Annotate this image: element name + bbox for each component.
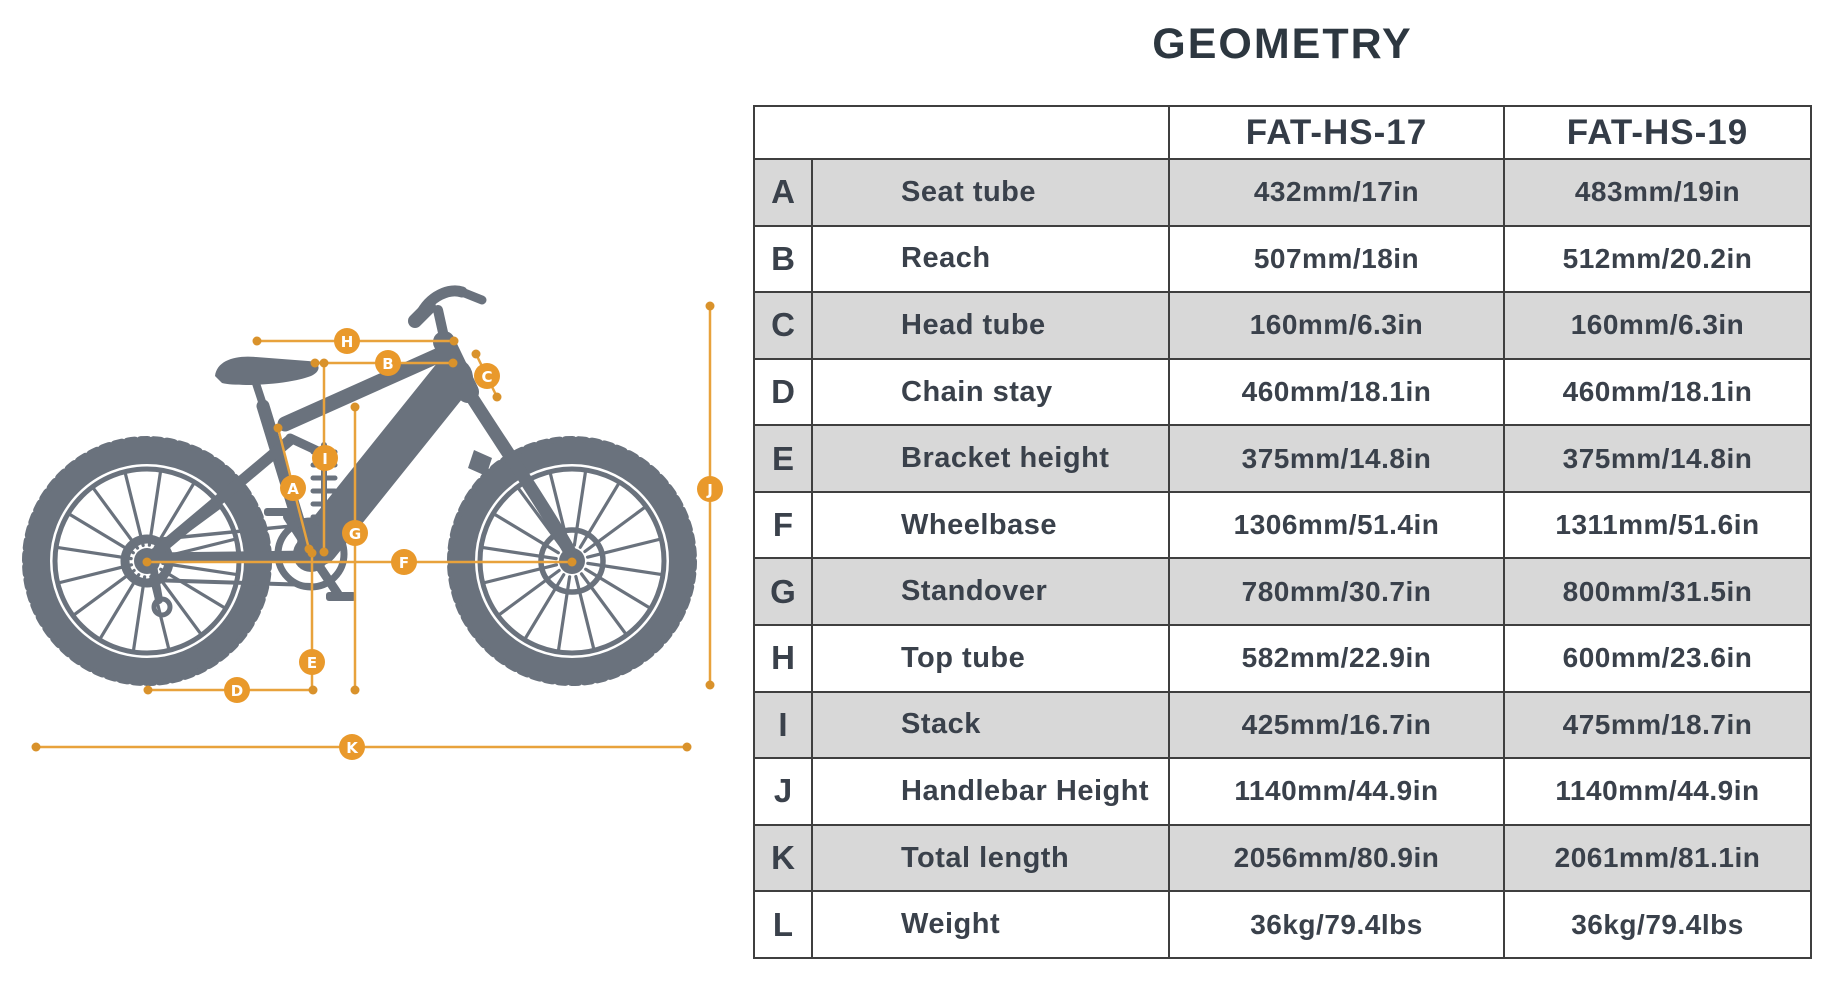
value-hs19: 160mm/6.3in (1570, 309, 1745, 341)
svg-text:C: C (481, 368, 493, 386)
value-hs17: 582mm/22.9in (1170, 626, 1505, 691)
row-label: Standover (813, 559, 1170, 624)
row-letter: A (755, 160, 813, 225)
row-label: Seat tube (813, 160, 1170, 225)
row-letter: L (755, 892, 813, 957)
measurement-J (697, 302, 723, 690)
value-hs17: 36kg/79.4lbs (1170, 892, 1505, 957)
svg-text:F: F (398, 554, 410, 572)
value-hs17: 780mm/30.7in (1170, 559, 1505, 624)
value-hs19: 1140mm/44.9in (1555, 775, 1760, 807)
table-row (755, 890, 1810, 957)
table-row (755, 824, 1810, 891)
table-row (755, 624, 1810, 691)
row-label: Total length (813, 826, 1170, 891)
svg-text:H: H (340, 333, 354, 351)
table-row (755, 757, 1810, 824)
bike-silhouette (27, 291, 692, 681)
measurement-H (253, 328, 459, 354)
row-label: Stack (813, 693, 1170, 758)
row-letter: F (755, 493, 813, 558)
header-spacer (755, 107, 1170, 158)
frame (150, 291, 570, 615)
measurement-annotations (32, 302, 724, 761)
value-hs17: 160mm/6.3in (1170, 293, 1505, 358)
value-hs17: 425mm/16.7in (1170, 693, 1505, 758)
row-label: Bracket height (813, 426, 1170, 491)
value-hs17: 432mm/17in (1170, 160, 1505, 225)
svg-text:I: I (322, 450, 328, 468)
saddle (215, 357, 319, 385)
table-row (755, 291, 1810, 358)
value-hs19: 475mm/18.7in (1562, 708, 1753, 740)
row-label: Chain stay (813, 360, 1170, 425)
row-label: Handlebar Height (813, 759, 1170, 824)
value-hs19: 460mm/18.1in (1562, 376, 1753, 408)
value-hs19: 36kg/79.4lbs (1571, 908, 1744, 940)
column-header-hs19: FAT-HS-19 (1566, 112, 1749, 152)
row-label: Wheelbase (813, 493, 1170, 558)
svg-text:B: B (382, 355, 394, 373)
row-label: Reach (813, 227, 1170, 292)
value-hs17: 460mm/18.1in (1170, 360, 1505, 425)
value-hs17: 2056mm/80.9in (1170, 826, 1505, 891)
geometry-table (753, 105, 1812, 959)
value-hs19: 483mm/19in (1574, 176, 1741, 208)
svg-text:J: J (707, 481, 713, 499)
row-letter: B (755, 227, 813, 292)
page-title: GEOMETRY (1152, 20, 1413, 68)
measurement-K (32, 734, 692, 760)
value-hs17: 1140mm/44.9in (1170, 759, 1505, 824)
table-row (755, 158, 1810, 225)
table-header-row (755, 107, 1810, 158)
svg-text:G: G (348, 525, 362, 543)
bike-geometry-diagram (0, 0, 745, 1000)
table-row (755, 557, 1810, 624)
row-letter: J (755, 759, 813, 824)
row-label: Top tube (813, 626, 1170, 691)
table-row (755, 358, 1810, 425)
svg-text:E: E (306, 654, 318, 672)
svg-text:A: A (287, 480, 299, 498)
svg-text:D: D (230, 682, 244, 700)
table-row (755, 225, 1810, 292)
row-label: Head tube (813, 293, 1170, 358)
row-letter: E (755, 426, 813, 491)
value-hs19: 800mm/31.5in (1562, 575, 1753, 607)
value-hs17: 507mm/18in (1170, 227, 1505, 292)
row-letter: K (755, 826, 813, 891)
value-hs19: 1311mm/51.6in (1555, 509, 1760, 541)
row-letter: D (755, 360, 813, 425)
row-letter: H (755, 626, 813, 691)
row-letter: I (755, 693, 813, 758)
value-hs17: 375mm/14.8in (1170, 426, 1505, 491)
table-row (755, 691, 1810, 758)
row-label: Weight (813, 892, 1170, 957)
column-header-hs17: FAT-HS-17 (1170, 107, 1505, 158)
table-row (755, 424, 1810, 491)
value-hs19: 600mm/23.6in (1562, 642, 1753, 674)
row-letter: C (755, 293, 813, 358)
value-hs17: 1306mm/51.4in (1170, 493, 1505, 558)
value-hs19: 2061mm/81.1in (1554, 842, 1761, 874)
value-hs19: 512mm/20.2in (1562, 242, 1753, 274)
table-row (755, 491, 1810, 558)
row-letter: G (755, 559, 813, 624)
value-hs19: 375mm/14.8in (1562, 442, 1753, 474)
pedal (326, 592, 356, 601)
svg-text:K: K (346, 739, 358, 757)
